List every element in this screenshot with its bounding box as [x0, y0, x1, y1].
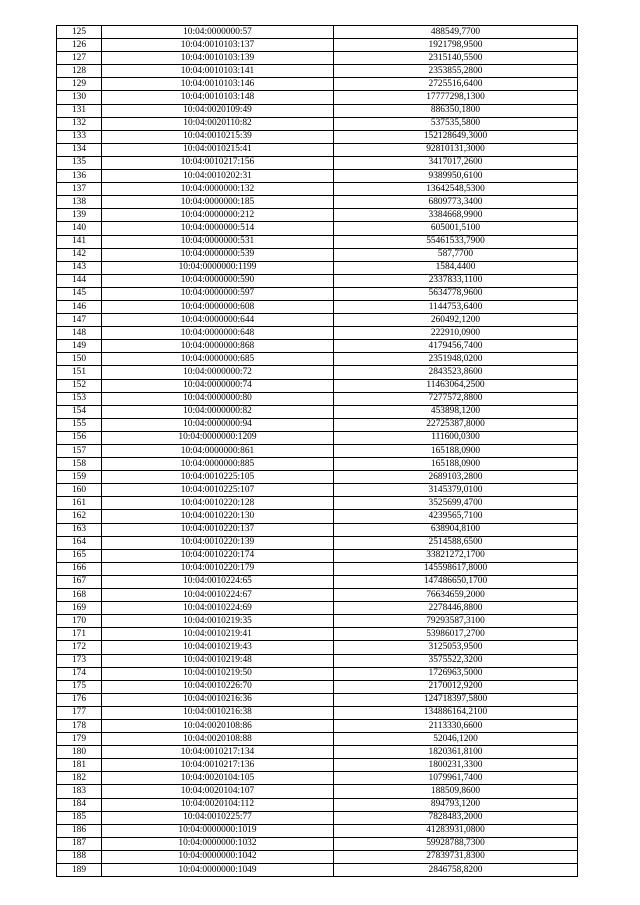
cadastral-number-cell: 10:04:0020104:107	[102, 785, 334, 798]
row-number-cell: 154	[57, 405, 102, 418]
value-cell: 4239565,7100	[334, 510, 578, 523]
value-cell: 2725516,6400	[334, 78, 578, 91]
row-number-cell: 153	[57, 392, 102, 405]
value-cell: 52046,1200	[334, 733, 578, 746]
row-number-cell: 183	[57, 785, 102, 798]
value-cell: 2113330,6600	[334, 719, 578, 732]
cadastral-number-cell: 10:04:0010217:134	[102, 746, 334, 759]
cadastral-number-cell: 10:04:0000000:80	[102, 392, 334, 405]
table-row	[57, 746, 578, 759]
row-number-cell: 186	[57, 824, 102, 837]
table-row	[57, 39, 578, 52]
cadastral-number-cell: 10:04:0020108:86	[102, 719, 334, 732]
cadastral-number-cell: 10:04:0000000:885	[102, 458, 334, 471]
row-number-cell: 136	[57, 170, 102, 183]
row-number-cell: 168	[57, 589, 102, 602]
row-number-cell: 137	[57, 183, 102, 196]
row-number-cell: 164	[57, 536, 102, 549]
cadastral-number-cell: 10:04:0000000:597	[102, 287, 334, 300]
cadastral-number-cell: 10:04:0010220:130	[102, 510, 334, 523]
table-row	[57, 222, 578, 235]
row-number-cell: 175	[57, 680, 102, 693]
row-number-cell: 173	[57, 654, 102, 667]
cadastral-number-cell: 10:04:0010103:137	[102, 39, 334, 52]
row-number-cell: 135	[57, 156, 102, 169]
row-number-cell: 127	[57, 52, 102, 65]
value-cell: 2843523,8600	[334, 366, 578, 379]
cadastral-number-cell: 10:04:0000000:212	[102, 209, 334, 222]
cadastral-number-cell: 10:04:0010220:139	[102, 536, 334, 549]
value-cell: 2689103,2800	[334, 471, 578, 484]
cadastral-number-cell: 10:04:0000000:1209	[102, 431, 334, 444]
table-row	[57, 418, 578, 431]
value-cell: 2351948,0200	[334, 353, 578, 366]
value-cell: 587,7700	[334, 248, 578, 261]
table-row	[57, 117, 578, 130]
row-number-cell: 185	[57, 811, 102, 824]
value-cell: 41283931,0800	[334, 824, 578, 837]
value-cell: 11463064,2500	[334, 379, 578, 392]
row-number-cell: 140	[57, 222, 102, 235]
value-cell: 147486650,1700	[334, 575, 578, 588]
row-number-cell: 158	[57, 458, 102, 471]
table-row	[57, 497, 578, 510]
cadastral-number-cell: 10:04:0010215:39	[102, 130, 334, 143]
table-row	[57, 78, 578, 91]
table-row	[57, 837, 578, 850]
value-cell: 3384668,9900	[334, 209, 578, 222]
cadastral-number-cell: 10:04:0010225:107	[102, 484, 334, 497]
value-cell: 76634659,2000	[334, 589, 578, 602]
row-number-cell: 180	[57, 746, 102, 759]
row-number-cell: 166	[57, 562, 102, 575]
row-number-cell: 176	[57, 693, 102, 706]
table-row	[57, 785, 578, 798]
table-row	[57, 235, 578, 248]
row-number-cell: 151	[57, 366, 102, 379]
cadastral-number-cell: 10:04:0010202:31	[102, 170, 334, 183]
cadastral-number-cell: 10:04:0000000:74	[102, 379, 334, 392]
row-number-cell: 187	[57, 837, 102, 850]
row-number-cell: 156	[57, 431, 102, 444]
cadastral-number-cell: 10:04:0010220:179	[102, 562, 334, 575]
cadastral-number-cell: 10:04:0010103:139	[102, 52, 334, 65]
table-row	[57, 274, 578, 287]
cadastral-number-cell: 10:04:0010217:156	[102, 156, 334, 169]
table-row	[57, 26, 578, 39]
table-row	[57, 143, 578, 156]
value-cell: 605001,5100	[334, 222, 578, 235]
cadastral-number-cell: 10:04:0010224:65	[102, 575, 334, 588]
value-cell: 453898,1200	[334, 405, 578, 418]
value-cell: 260492,1200	[334, 314, 578, 327]
table-row	[57, 340, 578, 353]
value-cell: 22725387,8000	[334, 418, 578, 431]
cadastral-number-cell: 10:04:0010216:38	[102, 706, 334, 719]
table-row	[57, 693, 578, 706]
cadastral-number-cell: 10:04:0010103:141	[102, 65, 334, 78]
value-cell: 1144753,6400	[334, 300, 578, 313]
value-cell: 53986017,2700	[334, 628, 578, 641]
row-number-cell: 125	[57, 26, 102, 39]
cadastral-number-cell: 10:04:0020104:112	[102, 798, 334, 811]
table-row	[57, 170, 578, 183]
cadastral-number-cell: 10:04:0000000:82	[102, 405, 334, 418]
cadastral-number-cell: 10:04:0010215:41	[102, 143, 334, 156]
row-number-cell: 148	[57, 327, 102, 340]
value-cell: 124718397,5800	[334, 693, 578, 706]
row-number-cell: 178	[57, 719, 102, 732]
table-row	[57, 209, 578, 222]
table-row	[57, 824, 578, 837]
value-cell: 165188,0900	[334, 458, 578, 471]
table-row	[57, 471, 578, 484]
table-row	[57, 667, 578, 680]
row-number-cell: 161	[57, 497, 102, 510]
cadastral-number-cell: 10:04:0020109:49	[102, 104, 334, 117]
value-cell: 111600,0300	[334, 431, 578, 444]
table-row	[57, 680, 578, 693]
row-number-cell: 128	[57, 65, 102, 78]
row-number-cell: 188	[57, 850, 102, 863]
table-row	[57, 615, 578, 628]
table-row	[57, 575, 578, 588]
cadastral-number-cell: 10:04:0010219:48	[102, 654, 334, 667]
table-row	[57, 772, 578, 785]
value-cell: 134886164,2100	[334, 706, 578, 719]
row-number-cell: 149	[57, 340, 102, 353]
table-row	[57, 431, 578, 444]
value-cell: 59928788,7300	[334, 837, 578, 850]
value-cell: 1079961,7400	[334, 772, 578, 785]
row-number-cell: 167	[57, 575, 102, 588]
value-cell: 33821272,1700	[334, 549, 578, 562]
row-number-cell: 155	[57, 418, 102, 431]
value-cell: 188509,8600	[334, 785, 578, 798]
table-row	[57, 183, 578, 196]
table-row	[57, 562, 578, 575]
value-cell: 92810131,3000	[334, 143, 578, 156]
cadastral-number-cell: 10:04:0010225:77	[102, 811, 334, 824]
table-row	[57, 379, 578, 392]
cadastral-number-cell: 10:04:0000000:590	[102, 274, 334, 287]
value-cell: 55461533,7900	[334, 235, 578, 248]
value-cell: 2846758,8200	[334, 864, 578, 877]
cadastral-number-cell: 10:04:0000000:1199	[102, 261, 334, 274]
cadastral-number-cell: 10:04:0000000:608	[102, 300, 334, 313]
row-number-cell: 171	[57, 628, 102, 641]
value-cell: 638904,8100	[334, 523, 578, 536]
value-cell: 79293587,3100	[334, 615, 578, 628]
value-cell: 3417017,2600	[334, 156, 578, 169]
value-cell: 145598617,8000	[334, 562, 578, 575]
table-row	[57, 353, 578, 366]
table-row	[57, 392, 578, 405]
value-cell: 5634778,9600	[334, 287, 578, 300]
row-number-cell: 143	[57, 261, 102, 274]
data-table	[56, 25, 578, 877]
row-number-cell: 177	[57, 706, 102, 719]
row-number-cell: 189	[57, 864, 102, 877]
value-cell: 537535,5800	[334, 117, 578, 130]
table-row	[57, 523, 578, 536]
table-row	[57, 798, 578, 811]
value-cell: 9389950,6100	[334, 170, 578, 183]
table-row	[57, 759, 578, 772]
row-number-cell: 182	[57, 772, 102, 785]
cadastral-number-cell: 10:04:0000000:868	[102, 340, 334, 353]
cadastral-number-cell: 10:04:0010217:136	[102, 759, 334, 772]
value-cell: 13642548,5300	[334, 183, 578, 196]
row-number-cell: 141	[57, 235, 102, 248]
table-row	[57, 654, 578, 667]
value-cell: 6809773,3400	[334, 196, 578, 209]
cadastral-number-cell: 10:04:0010220:174	[102, 549, 334, 562]
cadastral-number-cell: 10:04:0000000:132	[102, 183, 334, 196]
table-row	[57, 156, 578, 169]
row-number-cell: 170	[57, 615, 102, 628]
table-row	[57, 706, 578, 719]
row-number-cell: 172	[57, 641, 102, 654]
table-row	[57, 52, 578, 65]
value-cell: 3145379,0100	[334, 484, 578, 497]
cadastral-number-cell: 10:04:0010219:43	[102, 641, 334, 654]
cadastral-number-cell: 10:04:0010216:36	[102, 693, 334, 706]
table-row	[57, 130, 578, 143]
row-number-cell: 157	[57, 445, 102, 458]
row-number-cell: 181	[57, 759, 102, 772]
cadastral-number-cell: 10:04:0000000:1019	[102, 824, 334, 837]
cadastral-number-cell: 10:04:0000000:685	[102, 353, 334, 366]
table-row	[57, 641, 578, 654]
value-cell: 7277572,8800	[334, 392, 578, 405]
table-row	[57, 864, 578, 877]
value-cell: 886350,1800	[334, 104, 578, 117]
cadastral-number-cell: 10:04:0010219:50	[102, 667, 334, 680]
row-number-cell: 134	[57, 143, 102, 156]
cadastral-number-cell: 10:04:0010103:146	[102, 78, 334, 91]
cadastral-number-cell: 10:04:0000000:1042	[102, 850, 334, 863]
table-row	[57, 733, 578, 746]
table-row	[57, 536, 578, 549]
table-row	[57, 405, 578, 418]
row-number-cell: 147	[57, 314, 102, 327]
value-cell: 2315140,5500	[334, 52, 578, 65]
cadastral-number-cell: 10:04:0010219:35	[102, 615, 334, 628]
table-row	[57, 850, 578, 863]
table-row	[57, 628, 578, 641]
cadastral-number-cell: 10:04:0000000:539	[102, 248, 334, 261]
row-number-cell: 130	[57, 91, 102, 104]
table-row	[57, 327, 578, 340]
row-number-cell: 144	[57, 274, 102, 287]
row-number-cell: 179	[57, 733, 102, 746]
table-row	[57, 510, 578, 523]
table-row	[57, 314, 578, 327]
table-row	[57, 91, 578, 104]
row-number-cell: 132	[57, 117, 102, 130]
row-number-cell: 129	[57, 78, 102, 91]
cadastral-number-cell: 10:04:0010226:70	[102, 680, 334, 693]
table-row	[57, 300, 578, 313]
table-row	[57, 719, 578, 732]
value-cell: 2278446,8800	[334, 602, 578, 615]
cadastral-number-cell: 10:04:0000000:861	[102, 445, 334, 458]
table-row	[57, 811, 578, 824]
row-number-cell: 131	[57, 104, 102, 117]
value-cell: 2170012,9200	[334, 680, 578, 693]
table-row	[57, 589, 578, 602]
table-row	[57, 484, 578, 497]
row-number-cell: 159	[57, 471, 102, 484]
row-number-cell: 184	[57, 798, 102, 811]
table-row	[57, 366, 578, 379]
value-cell: 1584,4400	[334, 261, 578, 274]
value-cell: 1800231,3300	[334, 759, 578, 772]
value-cell: 3125053,9500	[334, 641, 578, 654]
cadastral-number-cell: 10:04:0000000:644	[102, 314, 334, 327]
value-cell: 1921798,9500	[334, 39, 578, 52]
table-row	[57, 602, 578, 615]
value-cell: 4179456,7400	[334, 340, 578, 353]
table-row	[57, 104, 578, 117]
cadastral-number-cell: 10:04:0000000:94	[102, 418, 334, 431]
value-cell: 7828483,2000	[334, 811, 578, 824]
cadastral-number-cell: 10:04:0010103:148	[102, 91, 334, 104]
row-number-cell: 133	[57, 130, 102, 143]
value-cell: 2353855,2800	[334, 65, 578, 78]
cadastral-number-cell: 10:04:0020110:82	[102, 117, 334, 130]
value-cell: 17777298,1300	[334, 91, 578, 104]
table-row	[57, 445, 578, 458]
document-page	[56, 25, 578, 877]
cadastral-number-cell: 10:04:0000000:648	[102, 327, 334, 340]
row-number-cell: 174	[57, 667, 102, 680]
row-number-cell: 152	[57, 379, 102, 392]
cadastral-number-cell: 10:04:0010225:105	[102, 471, 334, 484]
cadastral-number-cell: 10:04:0020108:88	[102, 733, 334, 746]
value-cell: 27839731,8300	[334, 850, 578, 863]
cadastral-number-cell: 10:04:0000000:185	[102, 196, 334, 209]
cadastral-number-cell: 10:04:0020104:105	[102, 772, 334, 785]
table-row	[57, 65, 578, 78]
cadastral-number-cell: 10:04:0000000:514	[102, 222, 334, 235]
cadastral-number-cell: 10:04:0010220:137	[102, 523, 334, 536]
cadastral-number-cell: 10:04:0010224:67	[102, 589, 334, 602]
table-row	[57, 458, 578, 471]
row-number-cell: 162	[57, 510, 102, 523]
row-number-cell: 165	[57, 549, 102, 562]
row-number-cell: 160	[57, 484, 102, 497]
value-cell: 488549,7700	[334, 26, 578, 39]
value-cell: 894793,1200	[334, 798, 578, 811]
row-number-cell: 150	[57, 353, 102, 366]
cadastral-number-cell: 10:04:0000000:531	[102, 235, 334, 248]
row-number-cell: 163	[57, 523, 102, 536]
cadastral-number-cell: 10:04:0000000:72	[102, 366, 334, 379]
row-number-cell: 139	[57, 209, 102, 222]
table-row	[57, 549, 578, 562]
value-cell: 3525699,4700	[334, 497, 578, 510]
row-number-cell: 169	[57, 602, 102, 615]
value-cell: 152128649,3000	[334, 130, 578, 143]
row-number-cell: 145	[57, 287, 102, 300]
table-row	[57, 287, 578, 300]
value-cell: 165188,0900	[334, 445, 578, 458]
table-row	[57, 248, 578, 261]
cadastral-number-cell: 10:04:0010220:128	[102, 497, 334, 510]
table-row	[57, 196, 578, 209]
value-cell: 2514588,6500	[334, 536, 578, 549]
cadastral-number-cell: 10:04:0010219:41	[102, 628, 334, 641]
row-number-cell: 138	[57, 196, 102, 209]
cadastral-number-cell: 10:04:0010224:69	[102, 602, 334, 615]
row-number-cell: 146	[57, 300, 102, 313]
value-cell: 2337833,1100	[334, 274, 578, 287]
cadastral-number-cell: 10:04:0000000:57	[102, 26, 334, 39]
value-cell: 222910,0900	[334, 327, 578, 340]
table-row	[57, 261, 578, 274]
cadastral-number-cell: 10:04:0000000:1049	[102, 864, 334, 877]
value-cell: 1820361,8100	[334, 746, 578, 759]
cadastral-number-cell: 10:04:0000000:1032	[102, 837, 334, 850]
value-cell: 3575522,3200	[334, 654, 578, 667]
row-number-cell: 126	[57, 39, 102, 52]
table-body	[57, 26, 578, 877]
value-cell: 1726963,5000	[334, 667, 578, 680]
row-number-cell: 142	[57, 248, 102, 261]
